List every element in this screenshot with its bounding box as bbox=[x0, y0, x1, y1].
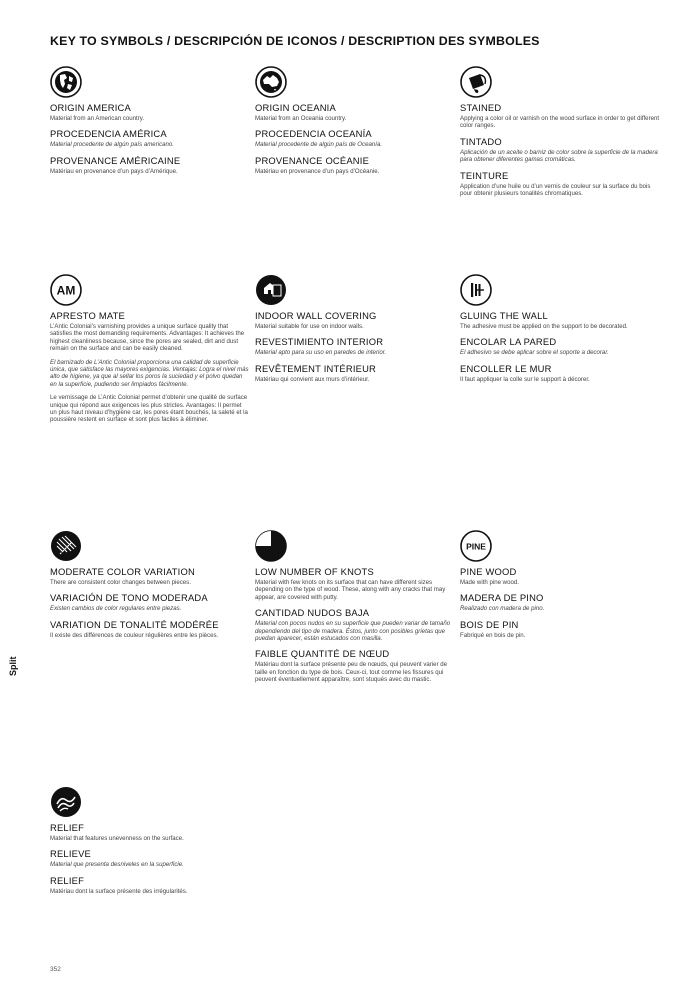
symbol-apresto-mate bbox=[50, 274, 250, 430]
page-title: KEY TO SYMBOLS / DESCRIPCIÓN DE ICONOS / DESCRIPTION DES SYMBOLES bbox=[50, 34, 540, 48]
entry-title-fr: BOIS DE PIN bbox=[460, 618, 519, 630]
entry-title-es: VARIACIÓN DE TONO MODERADA bbox=[50, 592, 208, 604]
globe-americas-icon bbox=[50, 66, 82, 98]
side-collection-label: Split bbox=[8, 656, 18, 676]
quarter-circle-icon bbox=[255, 530, 287, 562]
entry-text-en: Applying a color oil or varnish on the wood surface in order to get different color ranges. bbox=[460, 115, 660, 130]
entry-text-en: There are consistent color changes between pieces. bbox=[50, 579, 191, 586]
am-badge-text: AM bbox=[56, 283, 76, 298]
symbol-pine-wood bbox=[460, 530, 660, 645]
entry-text-es: Material procedente de algún país de Oceanía. bbox=[255, 141, 383, 149]
entry-title-en: INDOOR WALL COVERING bbox=[255, 310, 377, 321]
entry-text-en: Material suitable for use on indoor walls. bbox=[255, 323, 364, 330]
entry-title-es: REVESTIMIENTO INTERIOR bbox=[255, 336, 384, 348]
entry-text-es: Material con pocos nudos en su superficie que pueden variar de tamaño dependiendo del tipo de madera. Éstos, junto con posibles grietas que puedan aparecer, están estucados con masilla. bbox=[255, 620, 451, 643]
entry-text-fr: Matériau en provenance d’un pays d’Amérique. bbox=[50, 167, 178, 175]
entry-text-en: Made with pine wood. bbox=[460, 579, 519, 586]
entry-text-es: Aplicación de un aceite o barniz de color sobre la superficie de la madera para obtener diferentes gamas cromáticas. bbox=[460, 148, 658, 164]
am-badge-icon bbox=[50, 274, 82, 306]
entry-title-fr: PROVENANCE OCÉANIE bbox=[255, 154, 370, 166]
entry-text-es: Material que presenta desniveles en la superficie. bbox=[50, 861, 184, 869]
indoor-wall-icon bbox=[255, 274, 287, 306]
entry-text-es: Existen cambios de color regulares entre piezas. bbox=[50, 605, 182, 613]
entry-title-fr: REVÊTEMENT INTÉRIEUR bbox=[255, 362, 377, 374]
symbol-stained bbox=[460, 66, 660, 203]
symbol-gluing-wall bbox=[460, 274, 660, 389]
entry-title-fr: ENCOLLER LE MUR bbox=[460, 362, 552, 374]
entry-title-es: RELIEVE bbox=[50, 848, 92, 860]
entry-title-fr: RELIEF bbox=[50, 874, 85, 886]
entry-title-es: MADERA DE PINO bbox=[460, 592, 544, 604]
relief-icon bbox=[50, 786, 82, 818]
entry-text-fr: Il faut appliquer la colle sur le support à décorer. bbox=[460, 375, 590, 383]
symbol-indoor-wall bbox=[255, 274, 455, 389]
entry-title-es: TINTADO bbox=[460, 135, 502, 147]
symbol-origin-america bbox=[50, 66, 250, 181]
entry-text-es: El adhesivo se debe aplicar sobre el soporte a decorar. bbox=[460, 349, 609, 357]
entry-text-fr: Matériau qui convient aux murs d’intérieur. bbox=[255, 375, 370, 383]
page-number: 352 bbox=[50, 966, 61, 973]
symbol-relief bbox=[50, 786, 250, 901]
entry-text-en: Material with few knots on its surface that can have different sizes depending on the type of wood. These, along with any cracks that may appear, are covered with putty. bbox=[255, 579, 446, 601]
color-variation-icon bbox=[50, 530, 82, 562]
entry-text-es: Realizado con madera de pino. bbox=[460, 605, 545, 613]
entry-title-es: ENCOLAR LA PARED bbox=[460, 336, 557, 348]
entry-title-en: APRESTO MATE bbox=[50, 310, 125, 321]
entry-title-es: PROCEDENCIA AMÉRICA bbox=[50, 128, 167, 140]
entry-text-fr: Matériau dont la surface présente peu de nœuds, qui peuvent varier de taille en fonction du type de bois. Ceux-ci, tout comme les fissures qui peuvent éventuellement apparaître, sont stuqués avec du mastic. bbox=[255, 661, 448, 684]
symbol-moderate-color-variation bbox=[50, 530, 250, 645]
entry-text-fr: Fabriqué en bois de pin. bbox=[460, 631, 526, 639]
globe-oceania-icon bbox=[255, 66, 287, 98]
entry-text-es: Material procedente de algún país americano. bbox=[50, 141, 174, 149]
entry-text-es: Material apto para su uso en paredes de interior. bbox=[255, 349, 387, 357]
entry-text-fr: Le vernissage de L’Antic Colonial permet d’obtenir une qualité de surface unique qui répond aux exigences les plus strictes. Avantages: Il permet un plus haut niveau d’hygiène car, les pores étant bouchés, la saleté et la poussière restent en surface et sont plus faciles à éliminer. bbox=[50, 394, 248, 424]
entry-text-en: The adhesive must be applied on the support to be decorated. bbox=[460, 323, 628, 330]
pine-badge-text: PINE bbox=[466, 541, 486, 552]
entry-title-en: ORIGIN AMERICA bbox=[50, 102, 131, 113]
entry-title-en: PINE WOOD bbox=[460, 566, 517, 577]
entry-title-fr: TEINTURE bbox=[460, 169, 509, 181]
entry-title-es: CANTIDAD NUDOS BAJA bbox=[255, 607, 370, 619]
symbol-low-knots bbox=[255, 530, 455, 690]
entry-text-fr: Matériau en provenance d’un pays d’Océanie. bbox=[255, 167, 380, 175]
entry-text-en: Material from an Oceania country. bbox=[255, 115, 347, 122]
entry-title-en: STAINED bbox=[460, 102, 502, 113]
symbol-origin-oceania bbox=[255, 66, 455, 181]
entry-title-en: RELIEF bbox=[50, 822, 85, 833]
entry-title-en: MODERATE COLOR VARIATION bbox=[50, 566, 195, 577]
entry-text-fr: Application d’une huile ou d’un vernis de couleur sur la surface du bois pour obtenir plusieurs tonalités chromatiques. bbox=[460, 182, 651, 198]
entry-title-fr: VARIATION DE TONALITÉ MODÉRÉE bbox=[50, 618, 219, 630]
glue-wall-icon bbox=[460, 274, 492, 306]
entry-title-en: LOW NUMBER OF KNOTS bbox=[255, 566, 374, 577]
entry-text-fr: Matériau dont la surface présente des irrégularités. bbox=[50, 887, 188, 895]
paint-can-icon bbox=[460, 66, 492, 98]
entry-text-es: El barnizado de L’Antic Colonial proporciona una calidad de superficie única, que satisface las mayores exigencias. Ventajas: Logra el nivel más alto de higiene, ya que al sellar los poros la suciedad y el polvo quedan en la superficie, pudiendo ser limpiados fácilmente. bbox=[50, 358, 249, 388]
entry-title-es: PROCEDENCIA OCEANÍA bbox=[255, 128, 372, 140]
entry-title-en: ORIGIN OCEANIA bbox=[255, 102, 336, 113]
entry-text-en: Material that features unevenness on the surface. bbox=[50, 835, 184, 842]
entry-text-en: Material from an American country. bbox=[50, 115, 145, 122]
entry-title-fr: FAIBLE QUANTITÉ DE NŒUD bbox=[255, 648, 390, 660]
pine-badge-icon bbox=[460, 530, 492, 562]
entry-text-fr: Il existe des différences de couleur régulières entre les pièces. bbox=[50, 631, 219, 639]
entry-text-en: L’Antic Colonial’s varnishing provides a unique surface quality that satisfies the most demanding requirements. Advantages: It achieves the highest cleanliness because, since the pores are sealed, dirt and dust remain on the surface and can be easily cleaned. bbox=[50, 323, 245, 353]
entry-title-en: GLUING THE WALL bbox=[460, 310, 548, 321]
entry-title-fr: PROVENANCE AMÉRICAINE bbox=[50, 154, 181, 166]
